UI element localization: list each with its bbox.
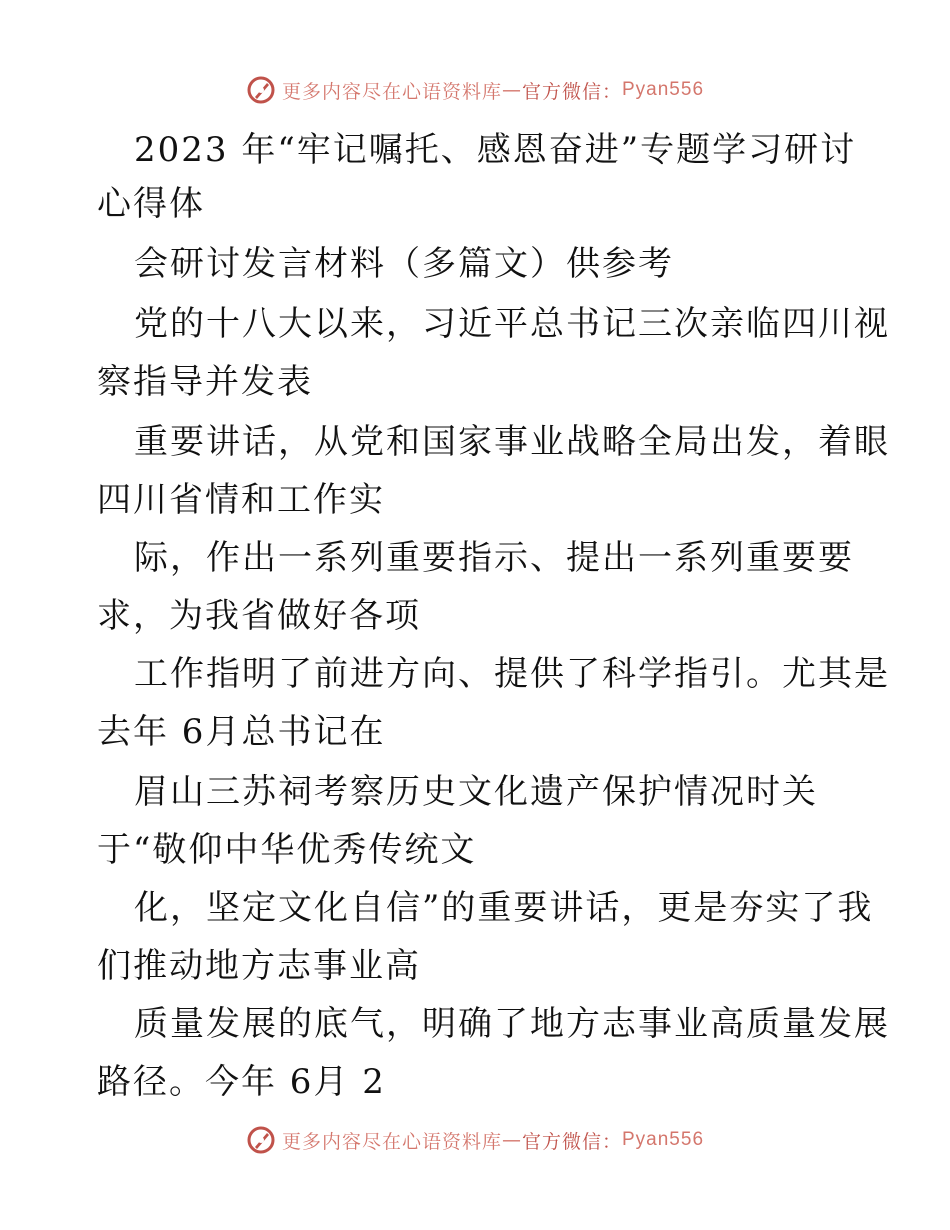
paragraph-line: 化，坚定文化自信”的重要讲话，更是夯实了我 [134,888,874,928]
title-line-2: 心得体 [97,184,205,224]
banner-separator: — [501,79,522,101]
paragraph-line: 路径。今年 6月 2 [97,1062,386,1102]
banner-main-text: 更多内容尽在心语资料库 [281,1130,502,1153]
paragraph-line: 们推动地方志事业高 [97,946,421,986]
paragraph-line: 去年 6月总书记在 [97,712,386,752]
banner-wechat-id: Pyan556 [622,79,705,100]
subtitle-line: 会研讨发言材料（多篇文）供参考 [134,244,674,284]
banner-wechat-id: Pyan556 [622,1129,705,1150]
quill-logo-icon [246,1125,276,1155]
banner-main-text: 更多内容尽在心语资料库 [281,80,502,103]
quill-logo-icon [246,75,276,105]
banner-wechat-label: 官方微信： [521,1130,622,1153]
paragraph-line: 眉山三苏祠考察历史文化遗产保护情况时关 [134,772,818,812]
paragraph-line: 四川省情和工作实 [97,480,385,520]
footer-banner [0,1120,950,1160]
paragraph-line: 党的十八大以来，习近平总书记三次亲临四川视 [134,304,890,344]
banner-wechat-label: 官方微信： [521,80,622,103]
banner-separator: — [501,1129,522,1151]
paragraph-line: 察指导并发表 [97,362,313,402]
paragraph-line: 工作指明了前进方向、提供了科学指引。尤其是 [134,654,890,694]
paragraph-line: 于“敬仰中华优秀传统文 [97,830,477,870]
header-banner [0,70,950,110]
paragraph-line: 质量发展的底气，明确了地方志事业高质量发展 [134,1004,890,1044]
paragraph-line: 重要讲话，从党和国家事业战略全局出发，着眼 [134,422,890,462]
title-line-1: 2023 年“牢记嘱托、感恩奋进”专题学习研讨 [134,130,857,170]
paragraph-line: 求，为我省做好各项 [97,596,421,636]
paragraph-line: 际，作出一系列重要指示、提出一系列重要要 [134,538,854,578]
